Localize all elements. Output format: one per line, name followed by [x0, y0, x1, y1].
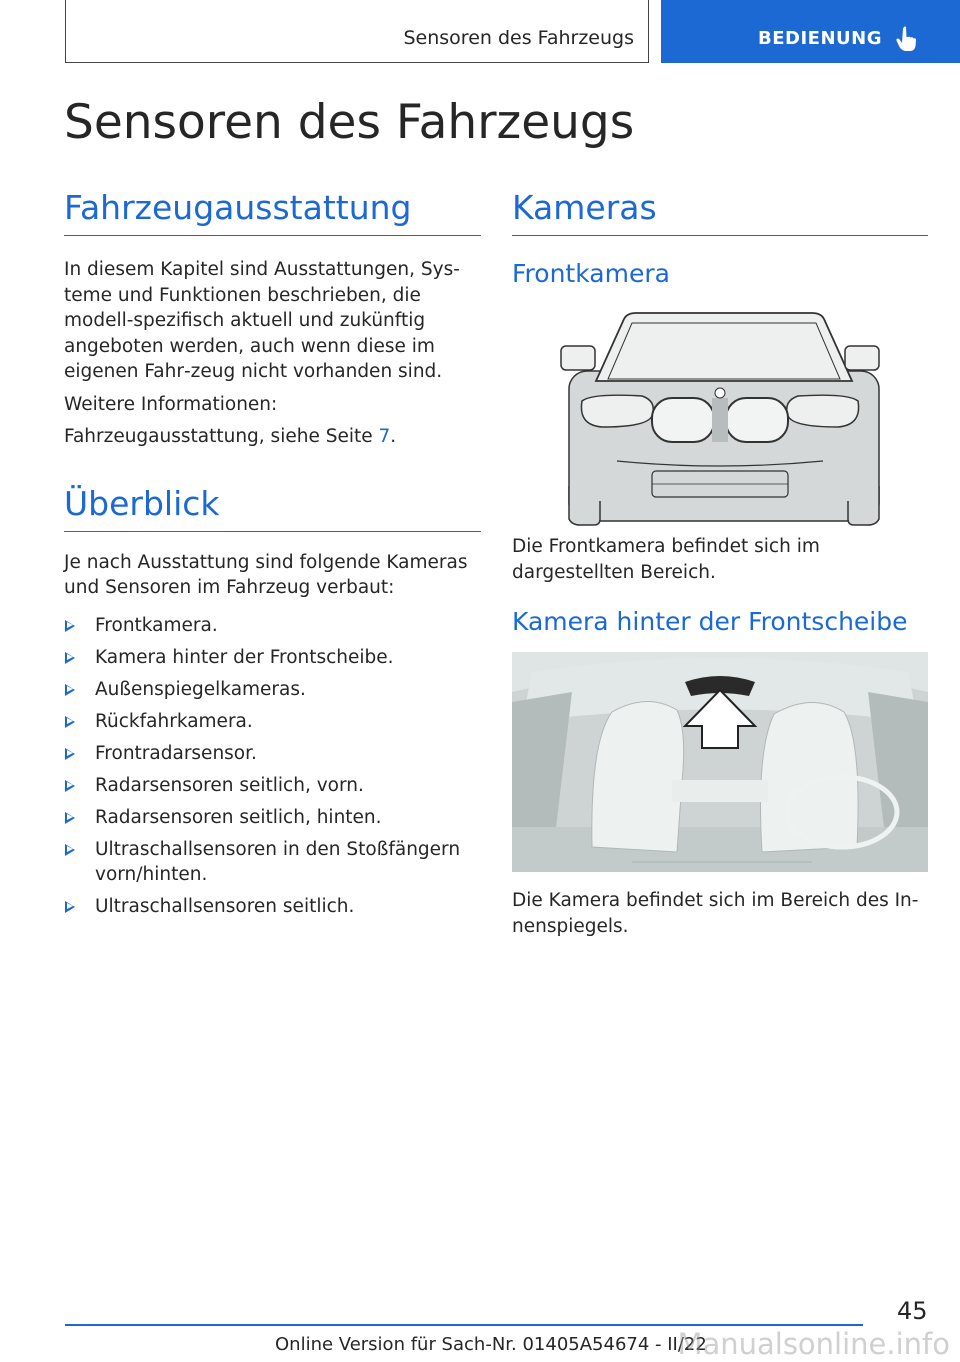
- list-item: Rückfahrkamera.: [64, 709, 481, 735]
- front-camera-caption: Die Frontkamera befindet sich im dargestellten Bereich.: [512, 536, 820, 583]
- watermark: Manualsonline.info: [677, 1327, 950, 1361]
- section-title-kameras: Kameras: [512, 185, 928, 236]
- left-column: [64, 185, 481, 926]
- list-item: Frontkamera.: [64, 613, 481, 639]
- triangle-bullet-icon: [65, 620, 75, 632]
- page-number: 45: [897, 1297, 928, 1325]
- triangle-bullet-icon: [65, 812, 75, 824]
- cross-reference: Fahrzeugausstattung, siehe Seite 7.: [64, 426, 397, 447]
- right-column: [512, 185, 928, 939]
- list-item: Außenspiegelkameras.: [64, 677, 481, 703]
- page-link[interactable]: 7: [378, 426, 391, 447]
- section-title-ueberblick: Überblick: [64, 481, 481, 532]
- footer-divider: [65, 1324, 863, 1326]
- list-item: Kamera hinter der Frontscheibe.: [64, 645, 481, 671]
- triangle-bullet-icon: [65, 844, 75, 856]
- triangle-bullet-icon: [65, 780, 75, 792]
- front-camera-illustration: [512, 301, 928, 526]
- footer-text: Online Version für Sach-Nr. 01405A54674 - II/22: [275, 1334, 707, 1355]
- triangle-bullet-icon: [65, 652, 75, 664]
- cross-reference-text: Fahrzeugausstattung, siehe Seite: [64, 426, 379, 447]
- list-item: Ultraschallsensoren seitlich.: [64, 894, 481, 920]
- triangle-bullet-icon: [65, 684, 75, 696]
- windshield-camera-illustration: [512, 652, 928, 872]
- overview-intro: Je nach Ausstattung sind folgende Kameras und Sensoren im Fahrzeug verbaut:: [64, 551, 468, 598]
- section-title-fahrzeugausstattung: Fahrzeugausstattung: [64, 185, 481, 236]
- header-tab-label: BEDIENUNG: [758, 28, 882, 49]
- header-section-box: [65, 0, 649, 63]
- sensor-list: [64, 613, 481, 920]
- list-item: Ultraschallsensoren in den Stoßfängern vorn/hinten.: [64, 837, 481, 888]
- header-section-title: Sensoren des Fahrzeugs: [403, 27, 634, 49]
- section-paragraph: In diesem Kapitel sind Ausstattungen, Sys‐teme und Funktionen beschrieben, die modell‐spezifisch aktuell und zukünftig angeboten werden, auch wenn diese im eigenen Fahr‐zeug nicht vorhanden sind.: [64, 259, 460, 382]
- header-tab-bedienung[interactable]: [661, 0, 960, 63]
- subsection-title-kamera-frontscheibe: Kamera hinter der Frontscheibe: [512, 607, 908, 636]
- more-info-label: Weitere Informationen:: [64, 393, 278, 415]
- triangle-bullet-icon: [65, 901, 75, 913]
- pointing-hand-icon: [895, 26, 917, 52]
- windshield-camera-caption: Die Kamera befindet sich im Bereich des In‐nenspiegels.: [512, 890, 919, 937]
- list-item: Radarsensoren seitlich, hinten.: [64, 805, 481, 831]
- list-item: Radarsensoren seitlich, vorn.: [64, 773, 481, 799]
- triangle-bullet-icon: [65, 748, 75, 760]
- page-title: Sensoren des Fahrzeugs: [64, 95, 635, 150]
- triangle-bullet-icon: [65, 716, 75, 728]
- list-item: Frontradarsensor.: [64, 741, 481, 767]
- subsection-title-frontkamera: Frontkamera: [512, 259, 670, 288]
